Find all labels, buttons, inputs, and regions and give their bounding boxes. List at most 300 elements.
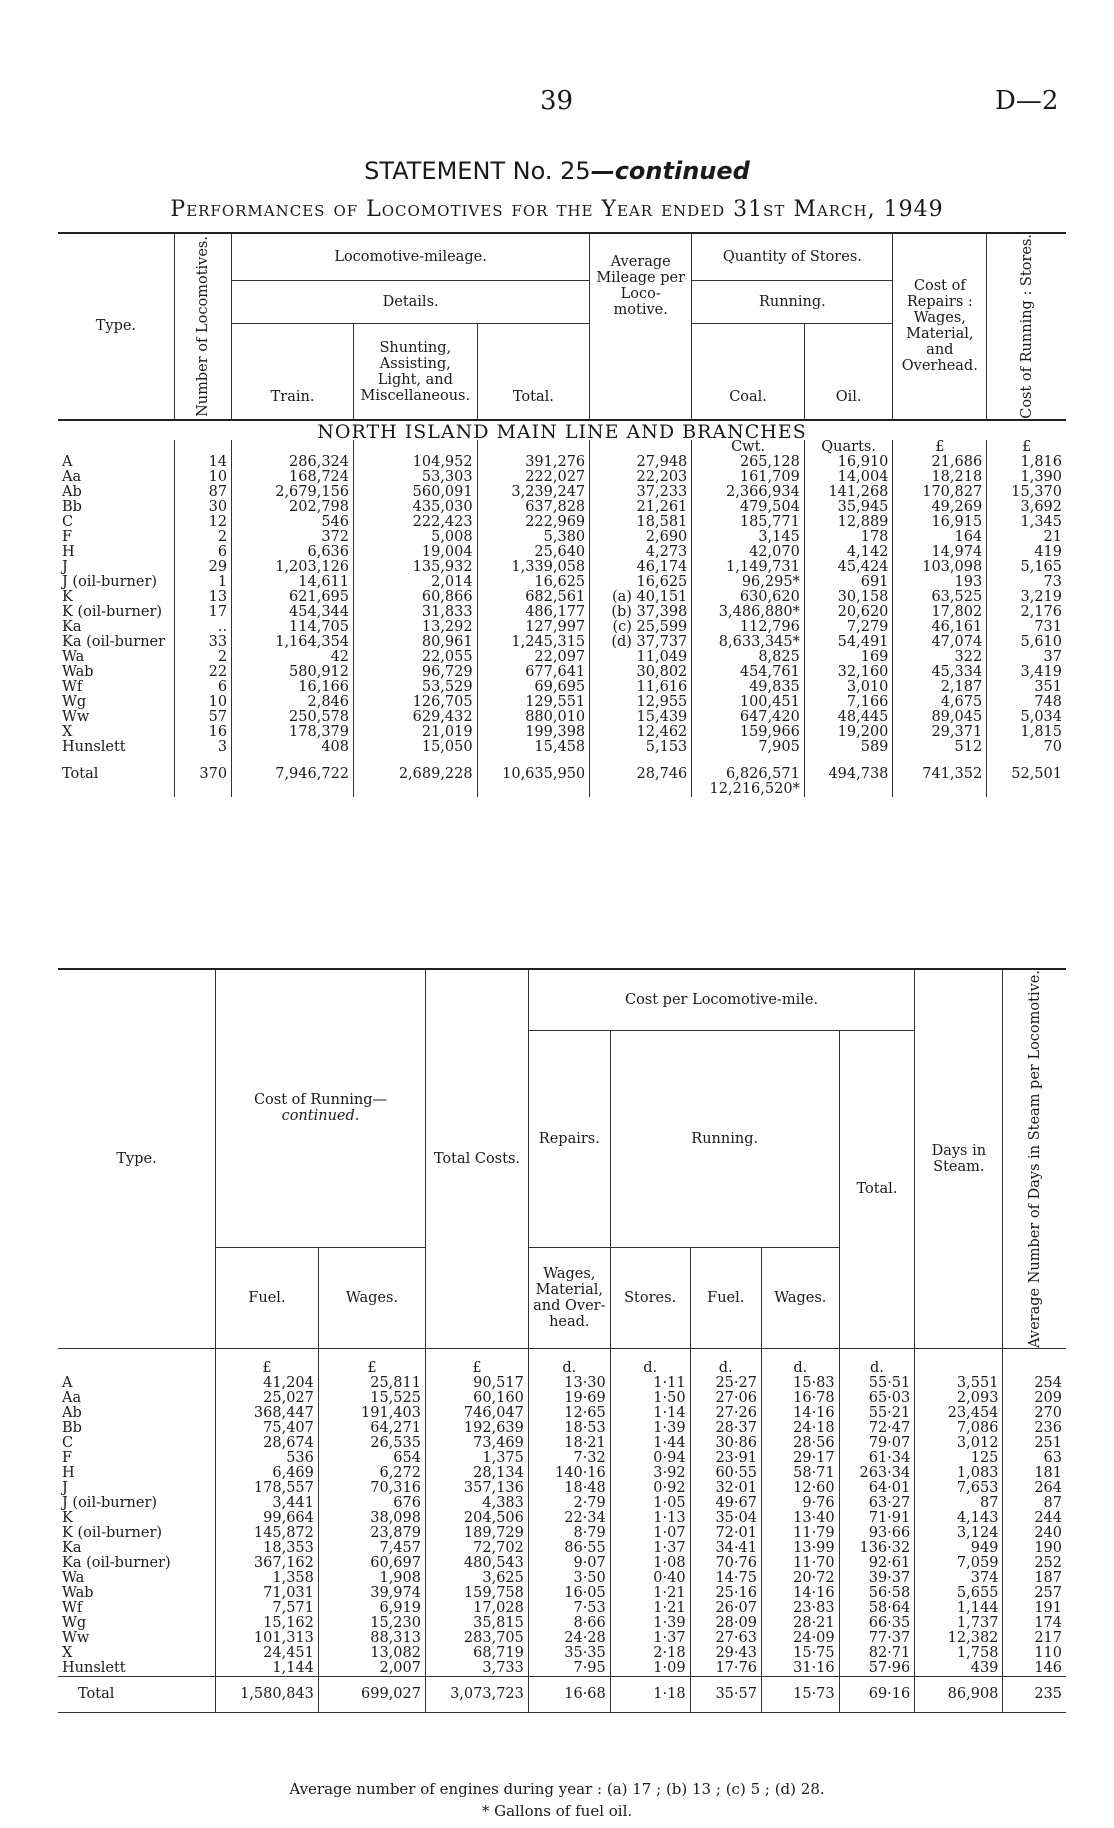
cell-rep: 7·95: [528, 1661, 610, 1677]
cell-avg: 16,625: [590, 575, 692, 590]
col2-total: Total.: [839, 1031, 915, 1349]
cell-sto: 1,390: [987, 470, 1066, 485]
cell-fuel: 178,557: [216, 1481, 319, 1496]
cell-coal: 185,771: [692, 515, 805, 530]
cell-coal: 454,761: [692, 665, 805, 680]
cell-train: 16,166: [232, 680, 354, 695]
cell-f: 25·16: [690, 1586, 761, 1601]
cell-n: 22: [174, 665, 231, 680]
page-reference: D—2: [995, 86, 1059, 116]
cell-days: 5,655: [915, 1586, 1003, 1601]
table-row: [58, 1406, 1066, 1421]
cell-type: Wa: [62, 1569, 85, 1586]
cell-avg: 12,462: [590, 725, 692, 740]
cell-sto: 1·44: [610, 1436, 690, 1451]
unit2-fuel-running: d.: [690, 1348, 761, 1376]
table-row: [58, 545, 1066, 560]
total-value: 2,689,228: [398, 765, 473, 782]
cell-rep: 47,074: [893, 635, 987, 650]
cell-coal: 100,451: [692, 695, 805, 710]
cell-avg: 4,273: [590, 545, 692, 560]
cell-shunt: 96,729: [354, 665, 478, 680]
cell-w: 24·09: [761, 1631, 839, 1646]
cell-total-shunt: [354, 755, 478, 797]
table-row: [58, 665, 1066, 680]
cell-n: 17: [174, 605, 231, 620]
cell-wages: 88,313: [318, 1631, 425, 1646]
cell-coal: 159,966: [692, 725, 805, 740]
total-row: [58, 1676, 1066, 1712]
cell-sto: 37: [987, 650, 1066, 665]
cell-w: 15·83: [761, 1376, 839, 1391]
cell-w: 12·60: [761, 1481, 839, 1496]
cell-tc: 283,705: [425, 1631, 528, 1646]
cell-wages: 15,230: [318, 1616, 425, 1631]
cell-total: 15,458: [477, 740, 590, 755]
table-row: [58, 1616, 1066, 1631]
col-type: Type.: [95, 318, 137, 335]
cell-type: A: [62, 1374, 73, 1391]
cell-sto: 21: [987, 530, 1066, 545]
cell-rep: 49,269: [893, 500, 987, 515]
unit2-stores: d.: [610, 1348, 690, 1376]
cell-train: 168,724: [232, 470, 354, 485]
cell-f: 49·67: [690, 1496, 761, 1511]
cell-avg: 87: [1003, 1496, 1066, 1511]
cell-rep: 164: [893, 530, 987, 545]
cell-wages: 39,974: [318, 1586, 425, 1601]
col2-days-in-steam: Days in Steam.: [915, 969, 1003, 1348]
cell-sto: 419: [987, 545, 1066, 560]
cell-wages: 7,457: [318, 1541, 425, 1556]
cell-fuel: 18,353: [216, 1541, 319, 1556]
cell-t: 57·96: [839, 1661, 915, 1677]
cell-wages: 70,316: [318, 1481, 425, 1496]
cell-days: 3,124: [915, 1526, 1003, 1541]
col-cost-of-running-stores: Cost of Running : Stores.: [987, 233, 1066, 420]
cell-type: Aa: [62, 1389, 82, 1406]
cell-fuel: 25,027: [216, 1391, 319, 1406]
cell-total-label: Total: [62, 765, 99, 782]
table-row: [58, 485, 1066, 500]
cell-sto: 1,815: [987, 725, 1066, 740]
cell-fuel: 1,144: [216, 1661, 319, 1677]
cell-oil: 169: [804, 650, 893, 665]
cell-fuel: 41,204: [216, 1376, 319, 1391]
cell-oil: 4,142: [804, 545, 893, 560]
cell-rep: 86·55: [528, 1541, 610, 1556]
cell-rep: 7·32: [528, 1451, 610, 1466]
cell-oil: 19,200: [804, 725, 893, 740]
cell-f: 35·04: [690, 1511, 761, 1526]
cell-f: 25·27: [690, 1376, 761, 1391]
cell-coal: 49,835: [692, 680, 805, 695]
cell-type: J: [62, 558, 68, 575]
cell-n: 33: [174, 635, 231, 650]
cell-coal: 42,070: [692, 545, 805, 560]
cell-wages: 15,525: [318, 1391, 425, 1406]
cell-sto: 0·92: [610, 1481, 690, 1496]
cell-t: 56·58: [839, 1586, 915, 1601]
cell-shunt: 80,961: [354, 635, 478, 650]
cell-avg: 244: [1003, 1511, 1066, 1526]
cell-type: K: [62, 1509, 73, 1526]
cell-avg: 63: [1003, 1451, 1066, 1466]
cell-t: 63·27: [839, 1496, 915, 1511]
cell-avg: 251: [1003, 1436, 1066, 1451]
cell-tc: 68,719: [425, 1646, 528, 1661]
cell-w: 58·71: [761, 1466, 839, 1481]
cell-sto: 3,419: [987, 665, 1066, 680]
col2-fuel: Fuel.: [216, 1247, 319, 1348]
cell-type: C: [62, 513, 74, 530]
cell-fuel: 536: [216, 1451, 319, 1466]
cell-total: 5,380: [477, 530, 590, 545]
cell-n: 30: [174, 500, 231, 515]
cell-sto: 3·92: [610, 1466, 690, 1481]
cell-total-avg: [590, 755, 692, 797]
cell-rep: 140·16: [528, 1466, 610, 1481]
cell-rep: 12·65: [528, 1406, 610, 1421]
cell-sto: 1·05: [610, 1496, 690, 1511]
cell-oil: 3,010: [804, 680, 893, 695]
total-value: 10,635,950: [502, 765, 586, 782]
cell-f: 26·07: [690, 1601, 761, 1616]
table-row: [58, 710, 1066, 725]
cell-fuel: 7,571: [216, 1601, 319, 1616]
cell-f: 14·75: [690, 1571, 761, 1586]
cell-rep: 322: [893, 650, 987, 665]
cell-shunt: 629,432: [354, 710, 478, 725]
total-value: 370: [199, 765, 228, 782]
cell-fuel: 6,469: [216, 1466, 319, 1481]
cell-rep: 512: [893, 740, 987, 755]
unit-oil: Quarts.: [804, 440, 893, 455]
cell-total: 677,641: [477, 665, 590, 680]
total-value-fuel-oil: 12,216,520*: [709, 780, 800, 797]
cell-total-label: Total: [78, 1685, 115, 1702]
cell-sto: 1·21: [610, 1601, 690, 1616]
cell-avg: 11,616: [590, 680, 692, 695]
cell-coal: 8,825: [692, 650, 805, 665]
col2-fuel-running: Fuel.: [690, 1247, 761, 1348]
cell-t: 64·01: [839, 1481, 915, 1496]
cell-w: 29·17: [761, 1451, 839, 1466]
cell-n: 87: [174, 485, 231, 500]
table-row: [58, 680, 1066, 695]
cell-days: 374: [915, 1571, 1003, 1586]
cell-rep: 9·07: [528, 1556, 610, 1571]
cell-oil: 48,445: [804, 710, 893, 725]
cell-train: 621,695: [232, 590, 354, 605]
cell-shunt: 53,529: [354, 680, 478, 695]
cell-days: 3,012: [915, 1436, 1003, 1451]
cell-total: 22,097: [477, 650, 590, 665]
cell-coal: 112,796: [692, 620, 805, 635]
cell-shunt: 5,008: [354, 530, 478, 545]
cell-avg: 240: [1003, 1526, 1066, 1541]
cell-rep: 18,218: [893, 470, 987, 485]
cell-shunt: 435,030: [354, 500, 478, 515]
cell-wages: 64,271: [318, 1421, 425, 1436]
cell-t: 93·66: [839, 1526, 915, 1541]
cell-sto: 1,816: [987, 455, 1066, 470]
cell-sto: 15,370: [987, 485, 1066, 500]
col-details: Details.: [232, 281, 590, 324]
table-row: [58, 455, 1066, 470]
cell-type: X: [62, 723, 73, 740]
cell-total: 1,339,058: [477, 560, 590, 575]
table-row: [58, 1601, 1066, 1616]
cell-t: 58·64: [839, 1601, 915, 1616]
cell-oil: 45,424: [804, 560, 893, 575]
statement-continued: —continued: [590, 157, 750, 185]
cost-running-continued: continued.: [281, 1108, 360, 1125]
cell-wages: 2,007: [318, 1661, 425, 1677]
cell-coal: 1,149,731: [692, 560, 805, 575]
cell-type: Wg: [62, 1614, 87, 1631]
cell-w: 14·16: [761, 1586, 839, 1601]
cell-coal: 96,295*: [692, 575, 805, 590]
total-value: 52,501: [1011, 765, 1062, 782]
cell-fuel: 99,664: [216, 1511, 319, 1526]
table-row: [58, 1586, 1066, 1601]
table-row: [58, 1571, 1066, 1586]
cell-tc: 159,758: [425, 1586, 528, 1601]
col2-total-costs: Total Costs.: [425, 969, 528, 1348]
cell-tc: 357,136: [425, 1481, 528, 1496]
cell-t: 39·37: [839, 1571, 915, 1586]
cell-n: 1: [174, 575, 231, 590]
col-number-of-locomotives: Number of Locomotives.: [174, 233, 231, 420]
cell-type: Wg: [62, 693, 87, 710]
cell-tc: 3,625: [425, 1571, 528, 1586]
cell-type: Aa: [62, 468, 82, 485]
cell-rep: 89,045: [893, 710, 987, 725]
cell-rep: 2·79: [528, 1496, 610, 1511]
cell-train: 6,636: [232, 545, 354, 560]
cell-rep: 22·34: [528, 1511, 610, 1526]
total-value: 28,746: [636, 765, 688, 782]
cell-f: 30·86: [690, 1436, 761, 1451]
cell-sto: 1·37: [610, 1631, 690, 1646]
cell-n: 12: [174, 515, 231, 530]
cell-shunt: 15,050: [354, 740, 478, 755]
cell-fuel: 367,162: [216, 1556, 319, 1571]
table-row: [58, 500, 1066, 515]
cell-rep: 103,098: [893, 560, 987, 575]
cell-rep: 13·30: [528, 1376, 610, 1391]
cell-oil: 7,279: [804, 620, 893, 635]
cell-train: 372: [232, 530, 354, 545]
cell-tc: 746,047: [425, 1406, 528, 1421]
cell-days: 949: [915, 1541, 1003, 1556]
unit-repairs: £: [893, 440, 987, 455]
cell-fuel: 15,162: [216, 1616, 319, 1631]
cell-n: 29: [174, 560, 231, 575]
cell-wages: 676: [318, 1496, 425, 1511]
cell-coal: 7,905: [692, 740, 805, 755]
cell-shunt: 21,019: [354, 725, 478, 740]
cell-type: J (oil-burner): [62, 573, 158, 590]
cell-w: 13·40: [761, 1511, 839, 1526]
table-row: [58, 1436, 1066, 1451]
cell-coal: 265,128: [692, 455, 805, 470]
cell-oil: 32,160: [804, 665, 893, 680]
cell-oil: 30,158: [804, 590, 893, 605]
cell-train: 408: [232, 740, 354, 755]
cell-total: 880,010: [477, 710, 590, 725]
cell-f: 32·01: [690, 1481, 761, 1496]
col2-average-days: Average Number of Days in Steam per Locomotive.: [1003, 969, 1066, 1348]
cell-rep: 18·48: [528, 1481, 610, 1496]
cell-shunt: 222,423: [354, 515, 478, 530]
cell-wages: 60,697: [318, 1556, 425, 1571]
cell-shunt: 19,004: [354, 545, 478, 560]
cell-avg: 30,802: [590, 665, 692, 680]
cell-rep: 170,827: [893, 485, 987, 500]
cell-avg: 187: [1003, 1571, 1066, 1586]
unit2-fuel: £: [216, 1348, 319, 1376]
cell-type: K (oil-burner): [62, 603, 163, 620]
cell-train: 454,344: [232, 605, 354, 620]
table-row: [58, 1646, 1066, 1661]
cell-type: C: [62, 1434, 74, 1451]
cell-n: 6: [174, 680, 231, 695]
cell-shunt: 560,091: [354, 485, 478, 500]
cell-type: F: [62, 1449, 73, 1466]
cell-sto: 1,345: [987, 515, 1066, 530]
cell-oil: 35,945: [804, 500, 893, 515]
unit-coal: Cwt.: [692, 440, 805, 455]
cell-wages: 1,908: [318, 1571, 425, 1586]
cell-total: 129,551: [477, 695, 590, 710]
cell-f: 17·76: [690, 1661, 761, 1677]
cell-rep: 19·69: [528, 1391, 610, 1406]
cell-rep: 4,675: [893, 695, 987, 710]
cell-fuel: 28,674: [216, 1436, 319, 1451]
cell-n: 3: [174, 740, 231, 755]
cell-oil: 691: [804, 575, 893, 590]
cell-n: 6: [174, 545, 231, 560]
cell-days: 7,653: [915, 1481, 1003, 1496]
locomotive-mileage-table: [58, 232, 1066, 797]
cell-total-tc: 3,073,723: [425, 1676, 528, 1712]
cell-fuel: 3,441: [216, 1496, 319, 1511]
cell-t: 65·03: [839, 1391, 915, 1406]
cell-type: Hunslett: [62, 1659, 126, 1676]
cell-fuel: 368,447: [216, 1406, 319, 1421]
cell-oil: 7,166: [804, 695, 893, 710]
cell-total-days: 86,908: [915, 1676, 1003, 1712]
cell-rep: 24·28: [528, 1631, 610, 1646]
cell-avg: 254: [1003, 1376, 1066, 1391]
statement-subtitle: Performances of Locomotives for the Year ended 31st March, 1949: [170, 197, 944, 222]
cell-w: 15·75: [761, 1646, 839, 1661]
cell-tc: 72,702: [425, 1541, 528, 1556]
col-oil: Oil.: [804, 324, 893, 420]
cell-oil: 14,004: [804, 470, 893, 485]
cell-shunt: 31,833: [354, 605, 478, 620]
cell-type: Wf: [62, 1599, 83, 1616]
cell-tc: 3,733: [425, 1661, 528, 1677]
cell-t: 61·34: [839, 1451, 915, 1466]
table-row: [58, 1496, 1066, 1511]
cell-w: 11·79: [761, 1526, 839, 1541]
cell-avg: (a) 40,151: [590, 590, 692, 605]
cell-type: J (oil-burner): [62, 1494, 158, 1511]
cell-avg: 46,174: [590, 560, 692, 575]
table-row: [58, 1421, 1066, 1436]
cell-type: Ab: [62, 483, 82, 500]
table-row: [58, 740, 1066, 755]
cell-w: 24·18: [761, 1421, 839, 1436]
cell-avg: 217: [1003, 1631, 1066, 1646]
total-value: 6,826,571: [726, 765, 800, 782]
table-row: [58, 575, 1066, 590]
note-average-engines: Average number of engines during year : (a) 17 ; (b) 13 ; (c) 5 ; (d) 28.: [289, 1780, 825, 1798]
unit2-total-costs: £: [425, 1348, 528, 1376]
cell-f: 28·37: [690, 1421, 761, 1436]
statement-number: STATEMENT No. 25: [364, 157, 591, 185]
cell-total: 222,969: [477, 515, 590, 530]
cell-train: 1,203,126: [232, 560, 354, 575]
cell-shunt: 13,292: [354, 620, 478, 635]
cell-train: 250,578: [232, 710, 354, 725]
total-value: 494,738: [828, 765, 889, 782]
cell-sto: 1·14: [610, 1406, 690, 1421]
cell-n: 10: [174, 695, 231, 710]
cell-avg: 18,581: [590, 515, 692, 530]
cell-rep: 16·05: [528, 1586, 610, 1601]
cell-sto: 1·39: [610, 1616, 690, 1631]
col2-cost-per-mile: Cost per Locomotive-mile.: [528, 969, 914, 1031]
cell-total-wages: 699,027: [318, 1676, 425, 1712]
cell-f: 28·09: [690, 1616, 761, 1631]
cell-wages: 26,535: [318, 1436, 425, 1451]
cell-type: Hunslett: [62, 738, 126, 755]
cell-oil: 12,889: [804, 515, 893, 530]
cell-t: 55·51: [839, 1376, 915, 1391]
cell-avg: 257: [1003, 1586, 1066, 1601]
cell-n: ..: [174, 620, 231, 635]
cost-running-label: Cost of Running—: [253, 1092, 388, 1109]
table-row: [58, 620, 1066, 635]
cell-sto: 0·40: [610, 1571, 690, 1586]
cell-sto: 1·37: [610, 1541, 690, 1556]
note-fuel-oil: * Gallons of fuel oil.: [481, 1802, 633, 1820]
col2-type: Type.: [116, 1150, 157, 1167]
table-row: [58, 650, 1066, 665]
cell-coal: 479,504: [692, 500, 805, 515]
page-number: 39: [540, 86, 574, 116]
table-row: [58, 1376, 1066, 1391]
col2-cost-of-running: [216, 969, 426, 1247]
cell-shunt: 104,952: [354, 455, 478, 470]
table-row: [58, 695, 1066, 710]
cell-avg: 37,233: [590, 485, 692, 500]
cell-rep: 45,334: [893, 665, 987, 680]
cell-n: 13: [174, 590, 231, 605]
cell-sto: 351: [987, 680, 1066, 695]
cell-tc: 204,506: [425, 1511, 528, 1526]
cell-type: Wab: [62, 1584, 94, 1601]
cell-t: 71·91: [839, 1511, 915, 1526]
cost-per-locomotive-table: [58, 968, 1066, 1713]
cell-avg: 12,955: [590, 695, 692, 710]
cell-t: 92·61: [839, 1556, 915, 1571]
cell-days: 1,083: [915, 1466, 1003, 1481]
